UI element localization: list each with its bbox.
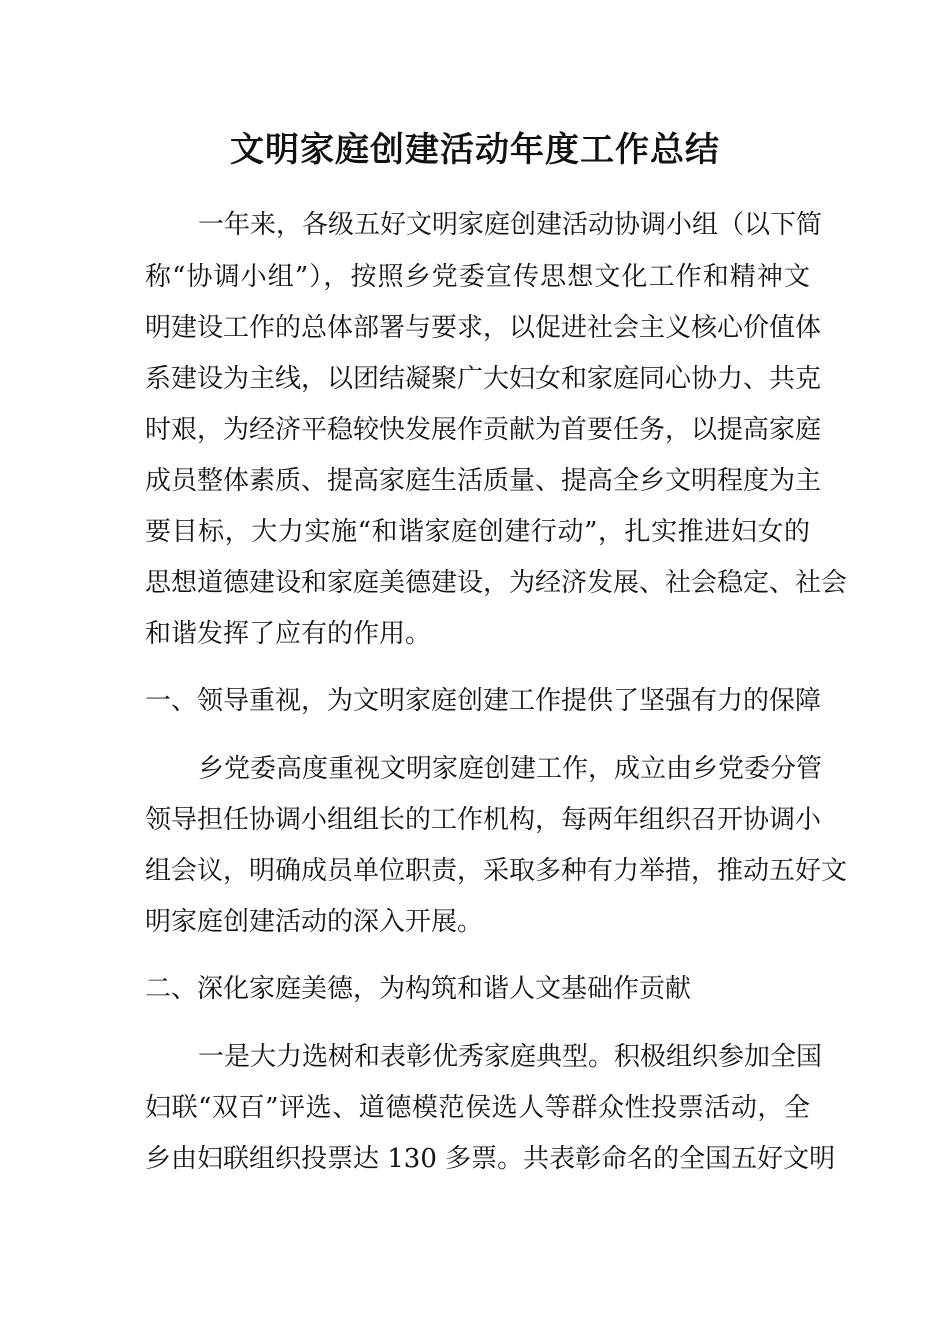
paragraph-3-line-1: 一是大力选树和表彰优秀家庭典型。积极组织参加全国: [198, 1042, 823, 1072]
paragraph-3-line-3: 乡由妇联组织投票达 130 多票。共表彰命名的全国五好文明: [145, 1144, 836, 1174]
paragraph-1-line-4: 系建设为主线，以团结凝聚广大妇女和家庭同心协力、共克: [145, 364, 822, 394]
paragraph-1-line-7: 要目标，大力实施“和谐家庭创建行动”，扎实推进妇女的: [145, 517, 810, 547]
paragraph-1-line-3: 明建设工作的总体部署与要求，以促进社会主义核心价值体: [145, 313, 822, 343]
paragraph-1-line-5: 时艰，为经济平稳较快发展作贡献为首要任务，以提高家庭: [145, 415, 822, 445]
document-title: 文明家庭创建活动年度工作总结: [230, 130, 720, 170]
paragraph-2-line-4: 明家庭创建活动的深入开展。: [145, 907, 484, 937]
paragraph-3-line-2: 妇联“双百”评选、道德模范侯选人等群众性投票活动，全: [145, 1093, 810, 1123]
paragraph-1-line-6: 成员整体素质、提高家庭生活质量、提高全乡文明程度为主: [145, 466, 822, 496]
paragraph-1-line-1: 一年来，各级五好文明家庭创建活动协调小组（以下简: [198, 210, 823, 240]
section-heading-2: 二、深化家庭美德，为构筑和谐人文基础作贡献: [145, 974, 692, 1004]
paragraph-2-line-3: 组会议，明确成员单位职责，采取多种有力举措，推动五好文: [145, 856, 848, 886]
paragraph-1-line-2: 称“协调小组”），按照乡党委宣传思想文化工作和精神文: [145, 262, 810, 292]
paragraph-2-line-1: 乡党委高度重视文明家庭创建工作，成立由乡党委分管: [198, 754, 823, 784]
paragraph-1-line-8: 思想道德建设和家庭美德建设，为经济发展、社会稳定、社会: [145, 568, 848, 598]
paragraph-2-line-2: 领导担任协调小组组长的工作机构，每两年组织召开协调小: [145, 805, 822, 835]
paragraph-1-line-9: 和谐发挥了应有的作用。: [145, 619, 432, 649]
section-heading-1: 一、领导重视，为文明家庭创建工作提供了坚强有力的保障: [145, 686, 822, 716]
